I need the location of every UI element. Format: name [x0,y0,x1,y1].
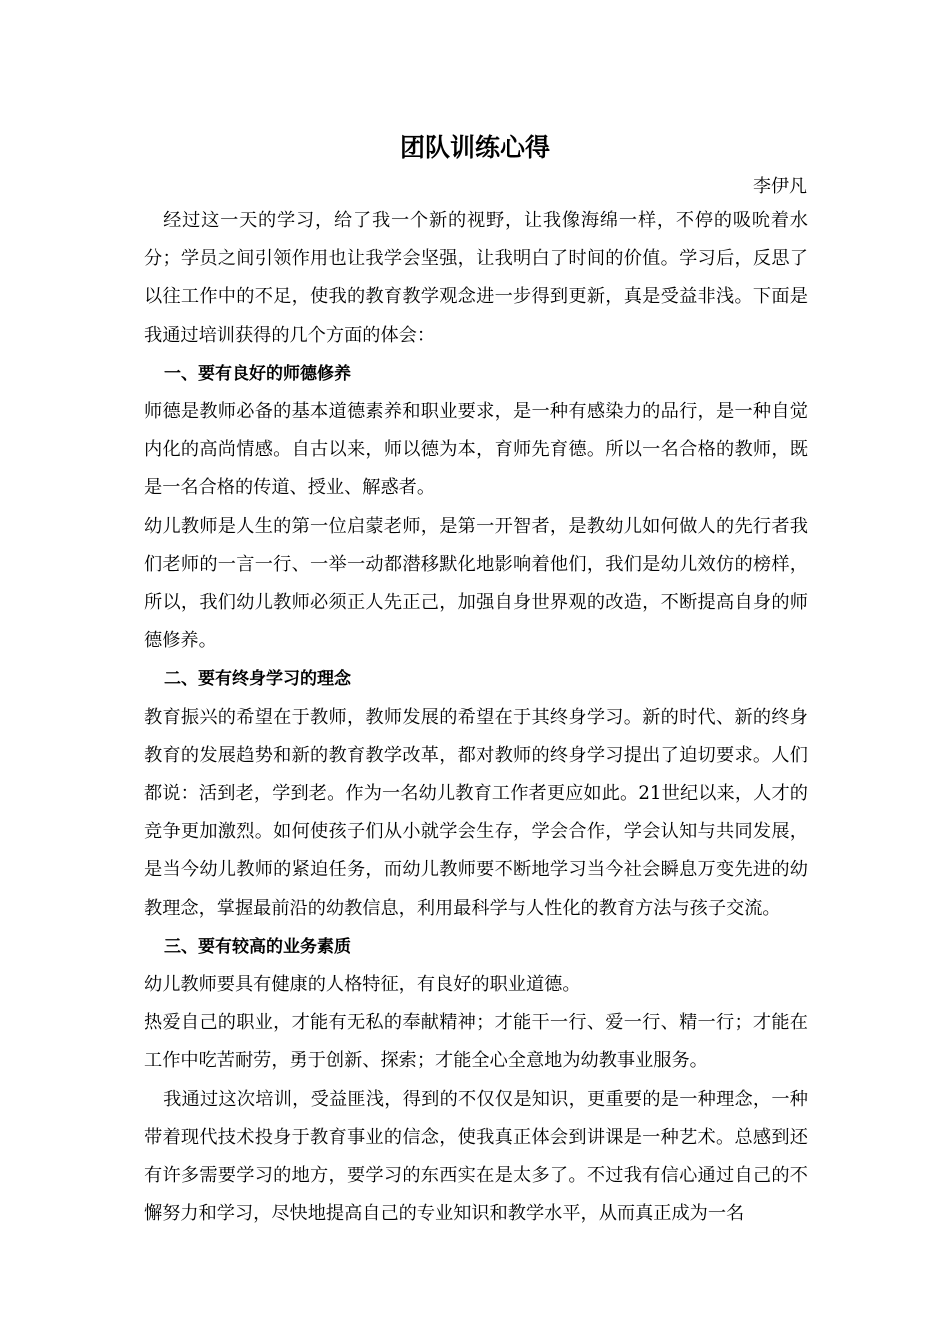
author-name: 李伊凡 [753,176,807,197]
document-body [144,202,808,1233]
section-heading-1: 一、要有良好的师德修养 [164,363,351,384]
section-3-paragraph-1: 幼儿教师要具有健康的人格特征，有良好的职业道德。 [144,974,581,996]
section-heading-3: 三、要有较高的业务素质 [164,936,351,957]
section-1-paragraph-1: 师德是教师必备的基本道德素养和职业要求，是一种有感染力的品行，是一种自觉内化的高尚情感。自古以来，师以德为本，育师先育德。所以一名合格的教师，既是一名合格的传道、授业、解惑者。 [144,401,808,499]
closing-paragraph: 我通过这次培训，受益匪浅，得到的不仅仅是知识，更重要的是一种理念，一种带着现代技术投身于教育事业的信念，使我真正体会到讲课是一种艺术。总感到还有许多需要学习的地方，要学习的东西实在是太多了。不过我有信心通过自己的不懈努力和学习，尽快地提高自己的专业知识和教学水平，从而真正成为一名 [144,1088,808,1225]
section-2-paragraph-1: 教育振兴的希望在于教师，教师发展的希望在于其终身学习。新的时代、新的终身教育的发展趋势和新的教育教学改革，都对教师的终身学习提出了迫切要求。人们都说：活到老，学到老。作为一名幼儿教育工作者更应如此。21世纪以来，人才的竞争更加激烈。如何使孩子们从小就学会生存，学会合作，学会认知与共同发展，是当今幼儿教师的紧迫任务，而幼儿教师要不断地学习当今社会瞬息万变先进的幼教理念，掌握最前沿的幼教信息，利用最科学与人性化的教育方法与孩子交流。 [144,706,808,919]
section-heading-2: 二、要有终身学习的理念 [164,669,351,690]
section-3-paragraph-2: 热爱自己的职业，才能有无私的奉献精神；才能干一行、爱一行、精一行；才能在工作中吃苦耐劳，勇于创新、探索；才能全心全意地为幼教事业服务。 [144,1012,808,1072]
intro-paragraph: 经过这一天的学习，给了我一个新的视野，让我像海绵一样，不停的吸吮着水分；学员之间引领作用也让我学会坚强，让我明白了时间的价值。学习后，反思了以往工作中的不足，使我的教育教学观念进一步得到更新，真是受益非浅。下面是我通过培训获得的几个方面的体会： [144,210,808,346]
document-title: 团队训练心得 [399,133,550,162]
section-1-paragraph-2: 幼儿教师是人生的第一位启蒙老师，是第一开智者，是教幼儿如何做人的先行者我们老师的一言一行、一举一动都潜移默化地影响着他们，我们是幼儿效仿的榜样，所以，我们幼儿教师必须正人先正己，加强自身世界观的改造，不断提高自身的师德修养。 [144,515,808,652]
